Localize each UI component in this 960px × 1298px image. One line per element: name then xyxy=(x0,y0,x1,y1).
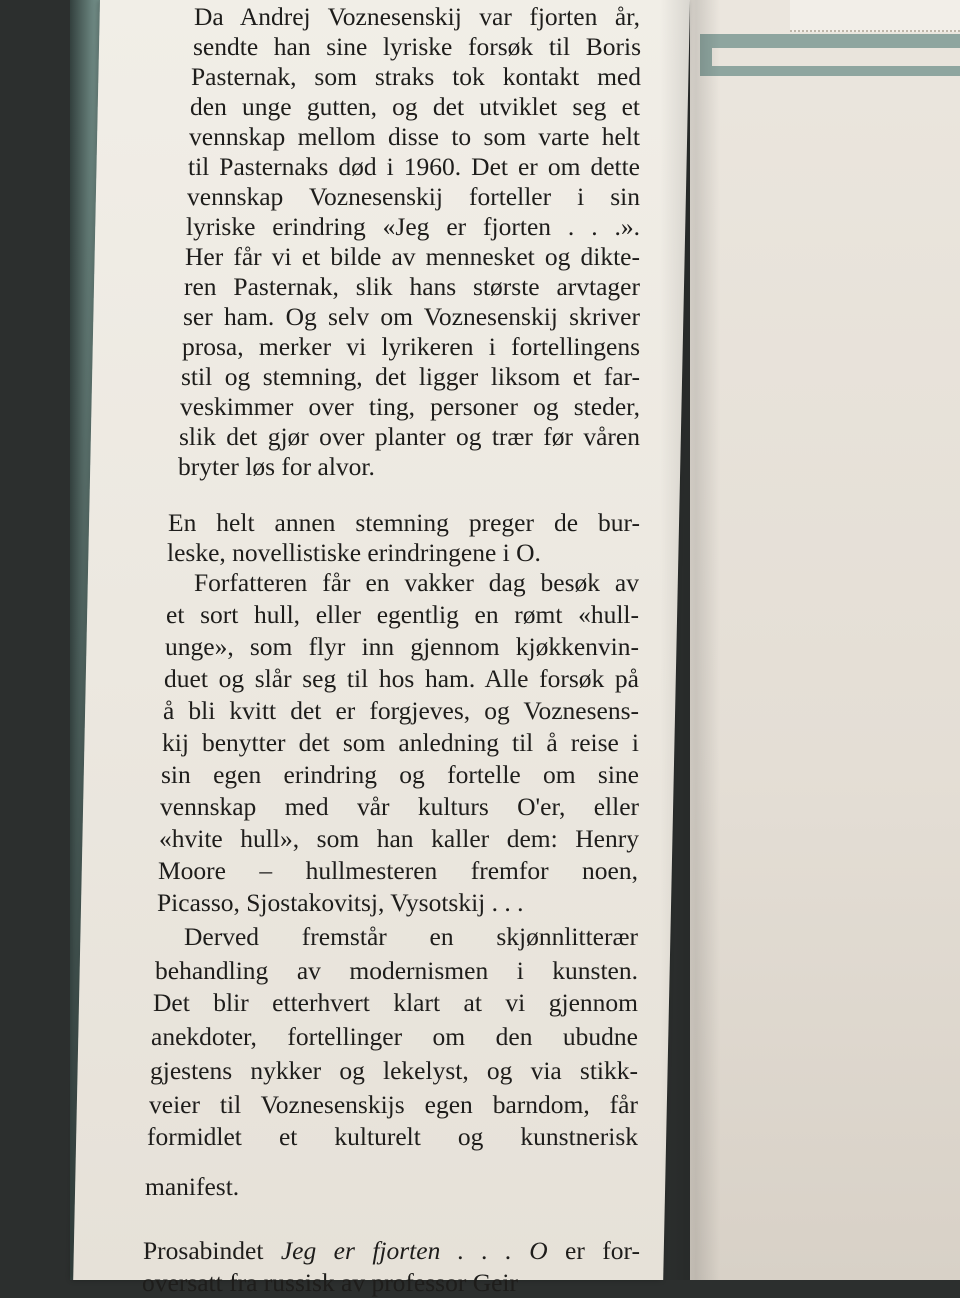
text-line: veier til Voznesenskijs egen barndom, får xyxy=(149,1090,638,1119)
text-span xyxy=(512,1236,529,1265)
text-line: slik det gjør over planter og trær før våren xyxy=(179,422,640,451)
text-line: bryter løs for alvor. xyxy=(178,452,375,481)
text-line: Pasternak, som straks tok kontakt med xyxy=(191,62,641,91)
text-line: formidlet et kulturelt og kunstnerisk xyxy=(147,1122,638,1151)
text-line: ren Pasternak, slik hans største arvtager xyxy=(184,272,640,301)
text-line: til Pasternaks død i 1960. Det er om dette xyxy=(188,152,640,181)
text-line: unge», som flyr inn gjennom kjøkkenvin- xyxy=(165,632,639,661)
text-line: manifest. xyxy=(145,1172,240,1201)
text-line: Da Andrej Voznesenskij var fjorten år, xyxy=(194,2,640,31)
text-line: Her får vi et bilde av mennesket og dikte- xyxy=(185,242,640,271)
text-line: gjestens nykker og lekelyst, og via stikk- xyxy=(150,1056,638,1085)
text-line: behandling av modernismen i kunsten. xyxy=(155,956,638,985)
text-line: et sort hull, eller egentlig en rømt «hull- xyxy=(166,600,639,629)
text-line: Picasso, Sjostakovitsj, Vysotskij . . . xyxy=(157,888,524,917)
text-line: Det blir etterhvert klart at vi gjennom xyxy=(153,988,638,1017)
text-line: leske, novellistiske erindringene i O. xyxy=(167,538,541,567)
text-line xyxy=(143,1236,640,1266)
text-line-cut: oversatt fra russisk av professor Geir xyxy=(142,1268,519,1297)
text-span: er for- xyxy=(547,1236,641,1265)
text-line: å bli kvitt det er forgjeves, og Voznesens- xyxy=(163,696,639,725)
book-title-1: Jeg er fjorten . . . xyxy=(280,1236,512,1265)
text-line: veskimmer over ting, personer og steder, xyxy=(180,392,640,421)
text-line: Forfatteren får en vakker dag besøk av xyxy=(194,568,639,597)
book-title-2: O xyxy=(529,1236,548,1265)
text-line: ser ham. Og selv om Voznesenskij skriver xyxy=(183,302,640,331)
text-line: den unge gutten, og det utviklet seg et xyxy=(190,92,640,121)
right-book-page xyxy=(690,0,960,1280)
text-span: Prosabindet xyxy=(143,1236,281,1265)
text-line: sendte han sine lyriske forsøk til Boris xyxy=(193,32,641,61)
text-line: «hvite hull», som han kaller dem: Henry xyxy=(159,824,639,853)
flap-shadow xyxy=(660,0,720,1280)
text-line: prosa, merker vi lyrikeren i fortellingens xyxy=(182,332,640,361)
text-line: vennskap Voznesenskij forteller i sin xyxy=(187,182,640,211)
text-line: duet og slår seg til hos ham. Alle forsøk på xyxy=(164,664,639,693)
text-line: lyriske erindring «Jeg er fjorten . . .». xyxy=(186,212,640,241)
right-page-binding-inner xyxy=(712,48,960,66)
text-line: stil og stemning, det ligger liksom et far- xyxy=(181,362,640,391)
text-line: anekdoter, fortellinger om den ubudne xyxy=(151,1022,638,1051)
torn-paper-edge xyxy=(790,0,960,32)
text-line: Derved fremstår en skjønnlitterær xyxy=(184,922,638,951)
text-line: En helt annen stemning preger de bur- xyxy=(168,508,640,537)
text-line: sin egen erindring og fortelle om sine xyxy=(161,760,639,789)
text-line: vennskap mellom disse to som varte helt xyxy=(189,122,640,151)
text-line: vennskap med vår kulturs O'er, eller xyxy=(160,792,639,821)
text-line: kij benytter det som anledning til å reise i xyxy=(162,728,639,757)
text-line: Moore – hullmesteren fremfor noen, xyxy=(158,856,638,885)
